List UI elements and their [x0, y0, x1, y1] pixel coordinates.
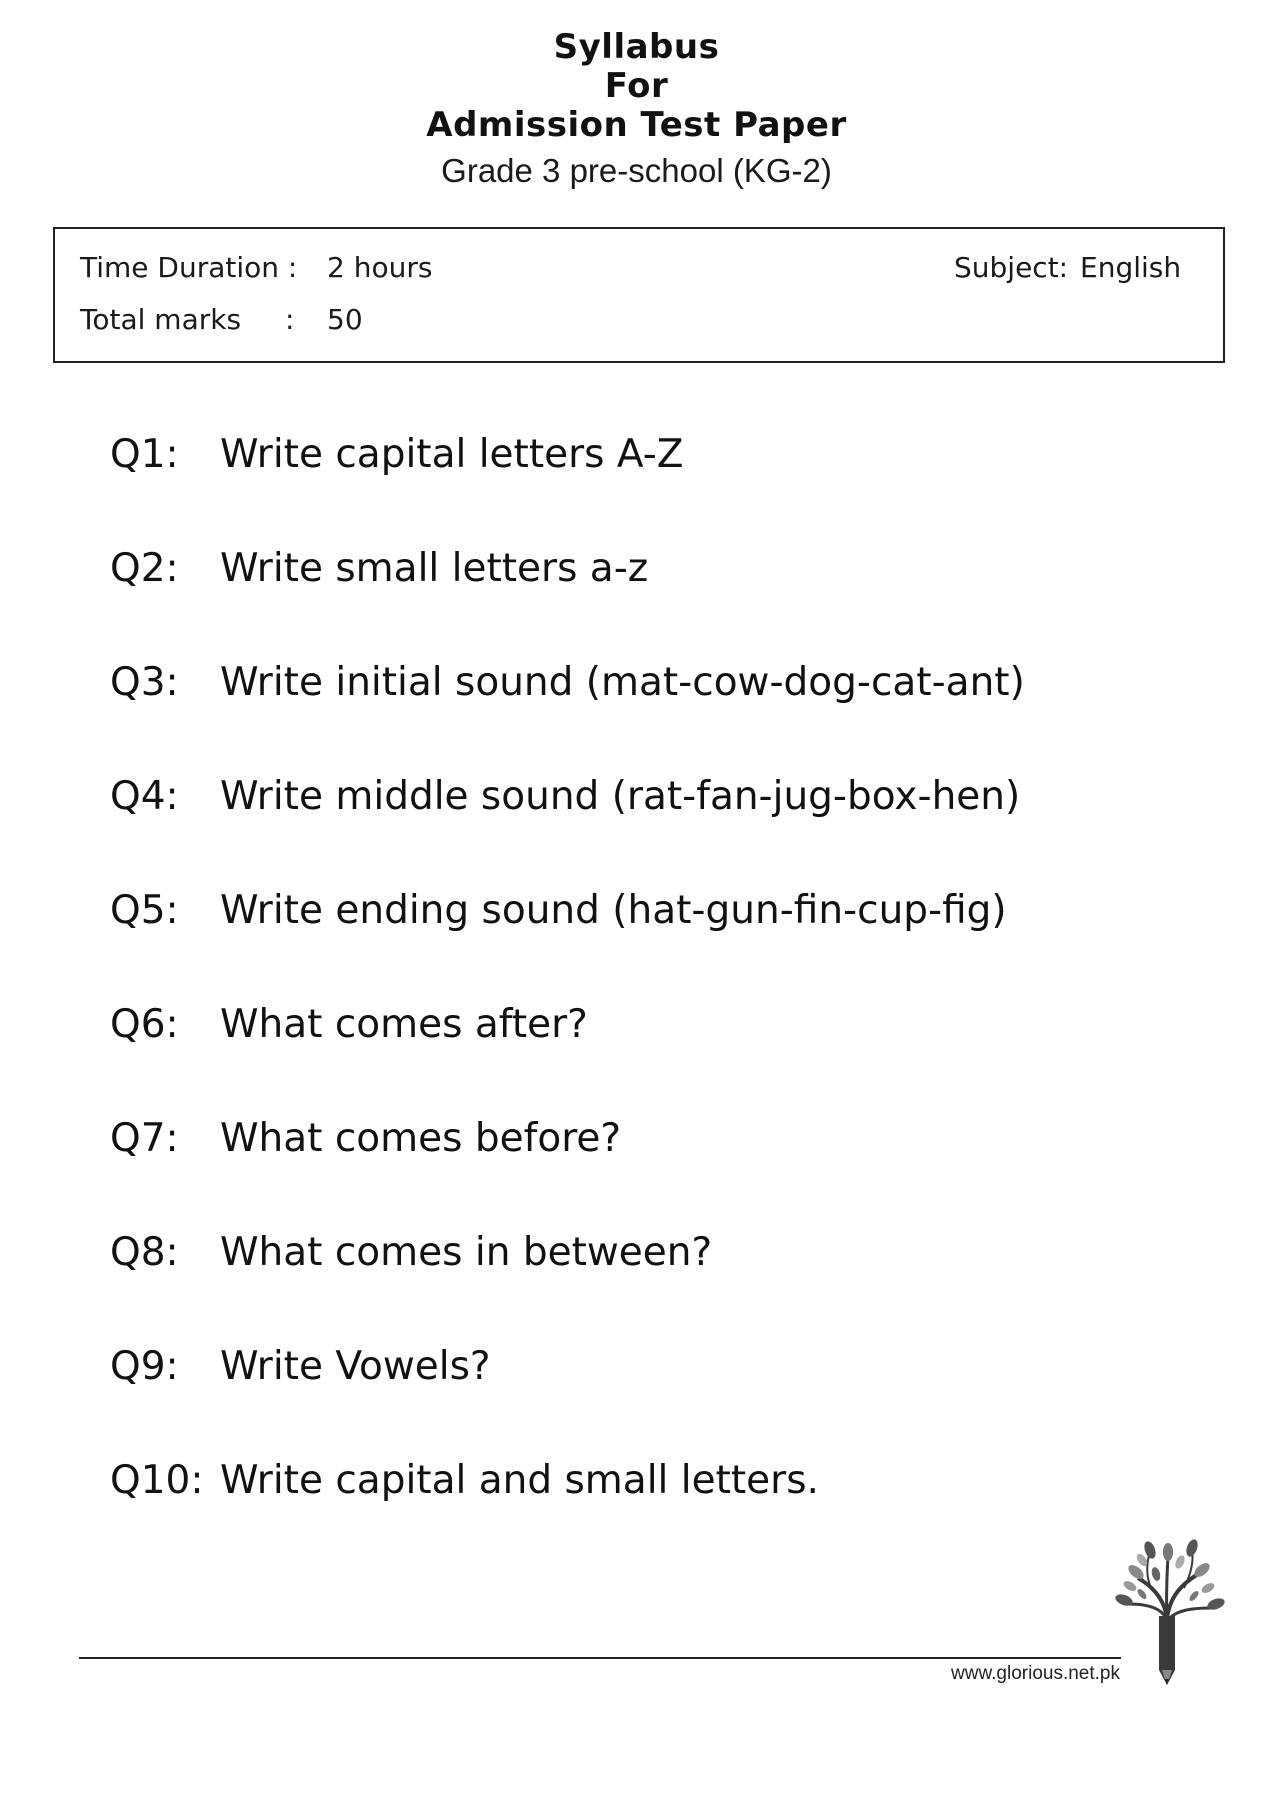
question-item: [110, 1451, 1210, 1565]
title-block: [0, 28, 1273, 191]
question-text: What comes before?: [220, 1116, 622, 1161]
subject-label: Subject:: [954, 251, 1069, 284]
question-item: [110, 1337, 1210, 1451]
question-text: Write initial sound (mat-cow-dog-cat-ant): [220, 660, 1025, 705]
question-number: Q4:: [110, 774, 179, 819]
question-item: [110, 1109, 1210, 1223]
title-line-2: For: [604, 66, 669, 106]
title-line-3: Admission Test Paper: [426, 105, 847, 145]
question-number: Q7:: [110, 1116, 179, 1161]
question-text: Write capital letters A-Z: [220, 432, 684, 477]
total-marks-value: 50: [327, 303, 363, 336]
question-item: [110, 995, 1210, 1109]
time-duration-value: 2 hours: [327, 251, 433, 284]
subject-value: English: [1080, 251, 1182, 284]
tree-pencil-logo-icon: [1112, 1538, 1227, 1688]
question-number: Q6:: [110, 1002, 179, 1047]
question-number: Q10:: [110, 1458, 204, 1503]
question-item: [110, 653, 1210, 767]
question-text: Write Vowels?: [220, 1344, 491, 1389]
question-item: [110, 767, 1210, 881]
question-item: [110, 1223, 1210, 1337]
question-number: Q1:: [110, 432, 179, 477]
question-number: Q9:: [110, 1344, 179, 1389]
title-line-1: Syllabus: [553, 27, 720, 67]
question-number: Q5:: [110, 888, 179, 933]
footer-divider: [79, 1657, 1121, 1659]
question-item: [110, 539, 1210, 653]
time-duration-label: Time Duration :: [80, 251, 298, 284]
question-item: [110, 881, 1210, 995]
exam-info-box: [53, 227, 1225, 363]
question-list: [110, 425, 1210, 1565]
question-number: Q3:: [110, 660, 179, 705]
question-text: Write middle sound (rat-fan-jug-box-hen): [220, 774, 1021, 819]
footer-website-url: www.glorious.net.pk: [951, 1663, 1120, 1684]
question-text: What comes after?: [220, 1002, 588, 1047]
question-number: Q8:: [110, 1230, 179, 1275]
total-marks-label: Total marks: [80, 303, 242, 336]
question-text: Write small letters a-z: [220, 546, 649, 591]
total-marks-colon: :: [285, 303, 295, 336]
question-text: Write capital and small letters.: [220, 1458, 819, 1503]
grade-subtitle: Grade 3 pre-school (KG-2): [441, 152, 832, 189]
question-item: [110, 425, 1210, 539]
question-text: Write ending sound (hat-gun-fin-cup-fig): [220, 888, 1007, 933]
question-text: What comes in between?: [220, 1230, 713, 1275]
question-number: Q2:: [110, 546, 179, 591]
